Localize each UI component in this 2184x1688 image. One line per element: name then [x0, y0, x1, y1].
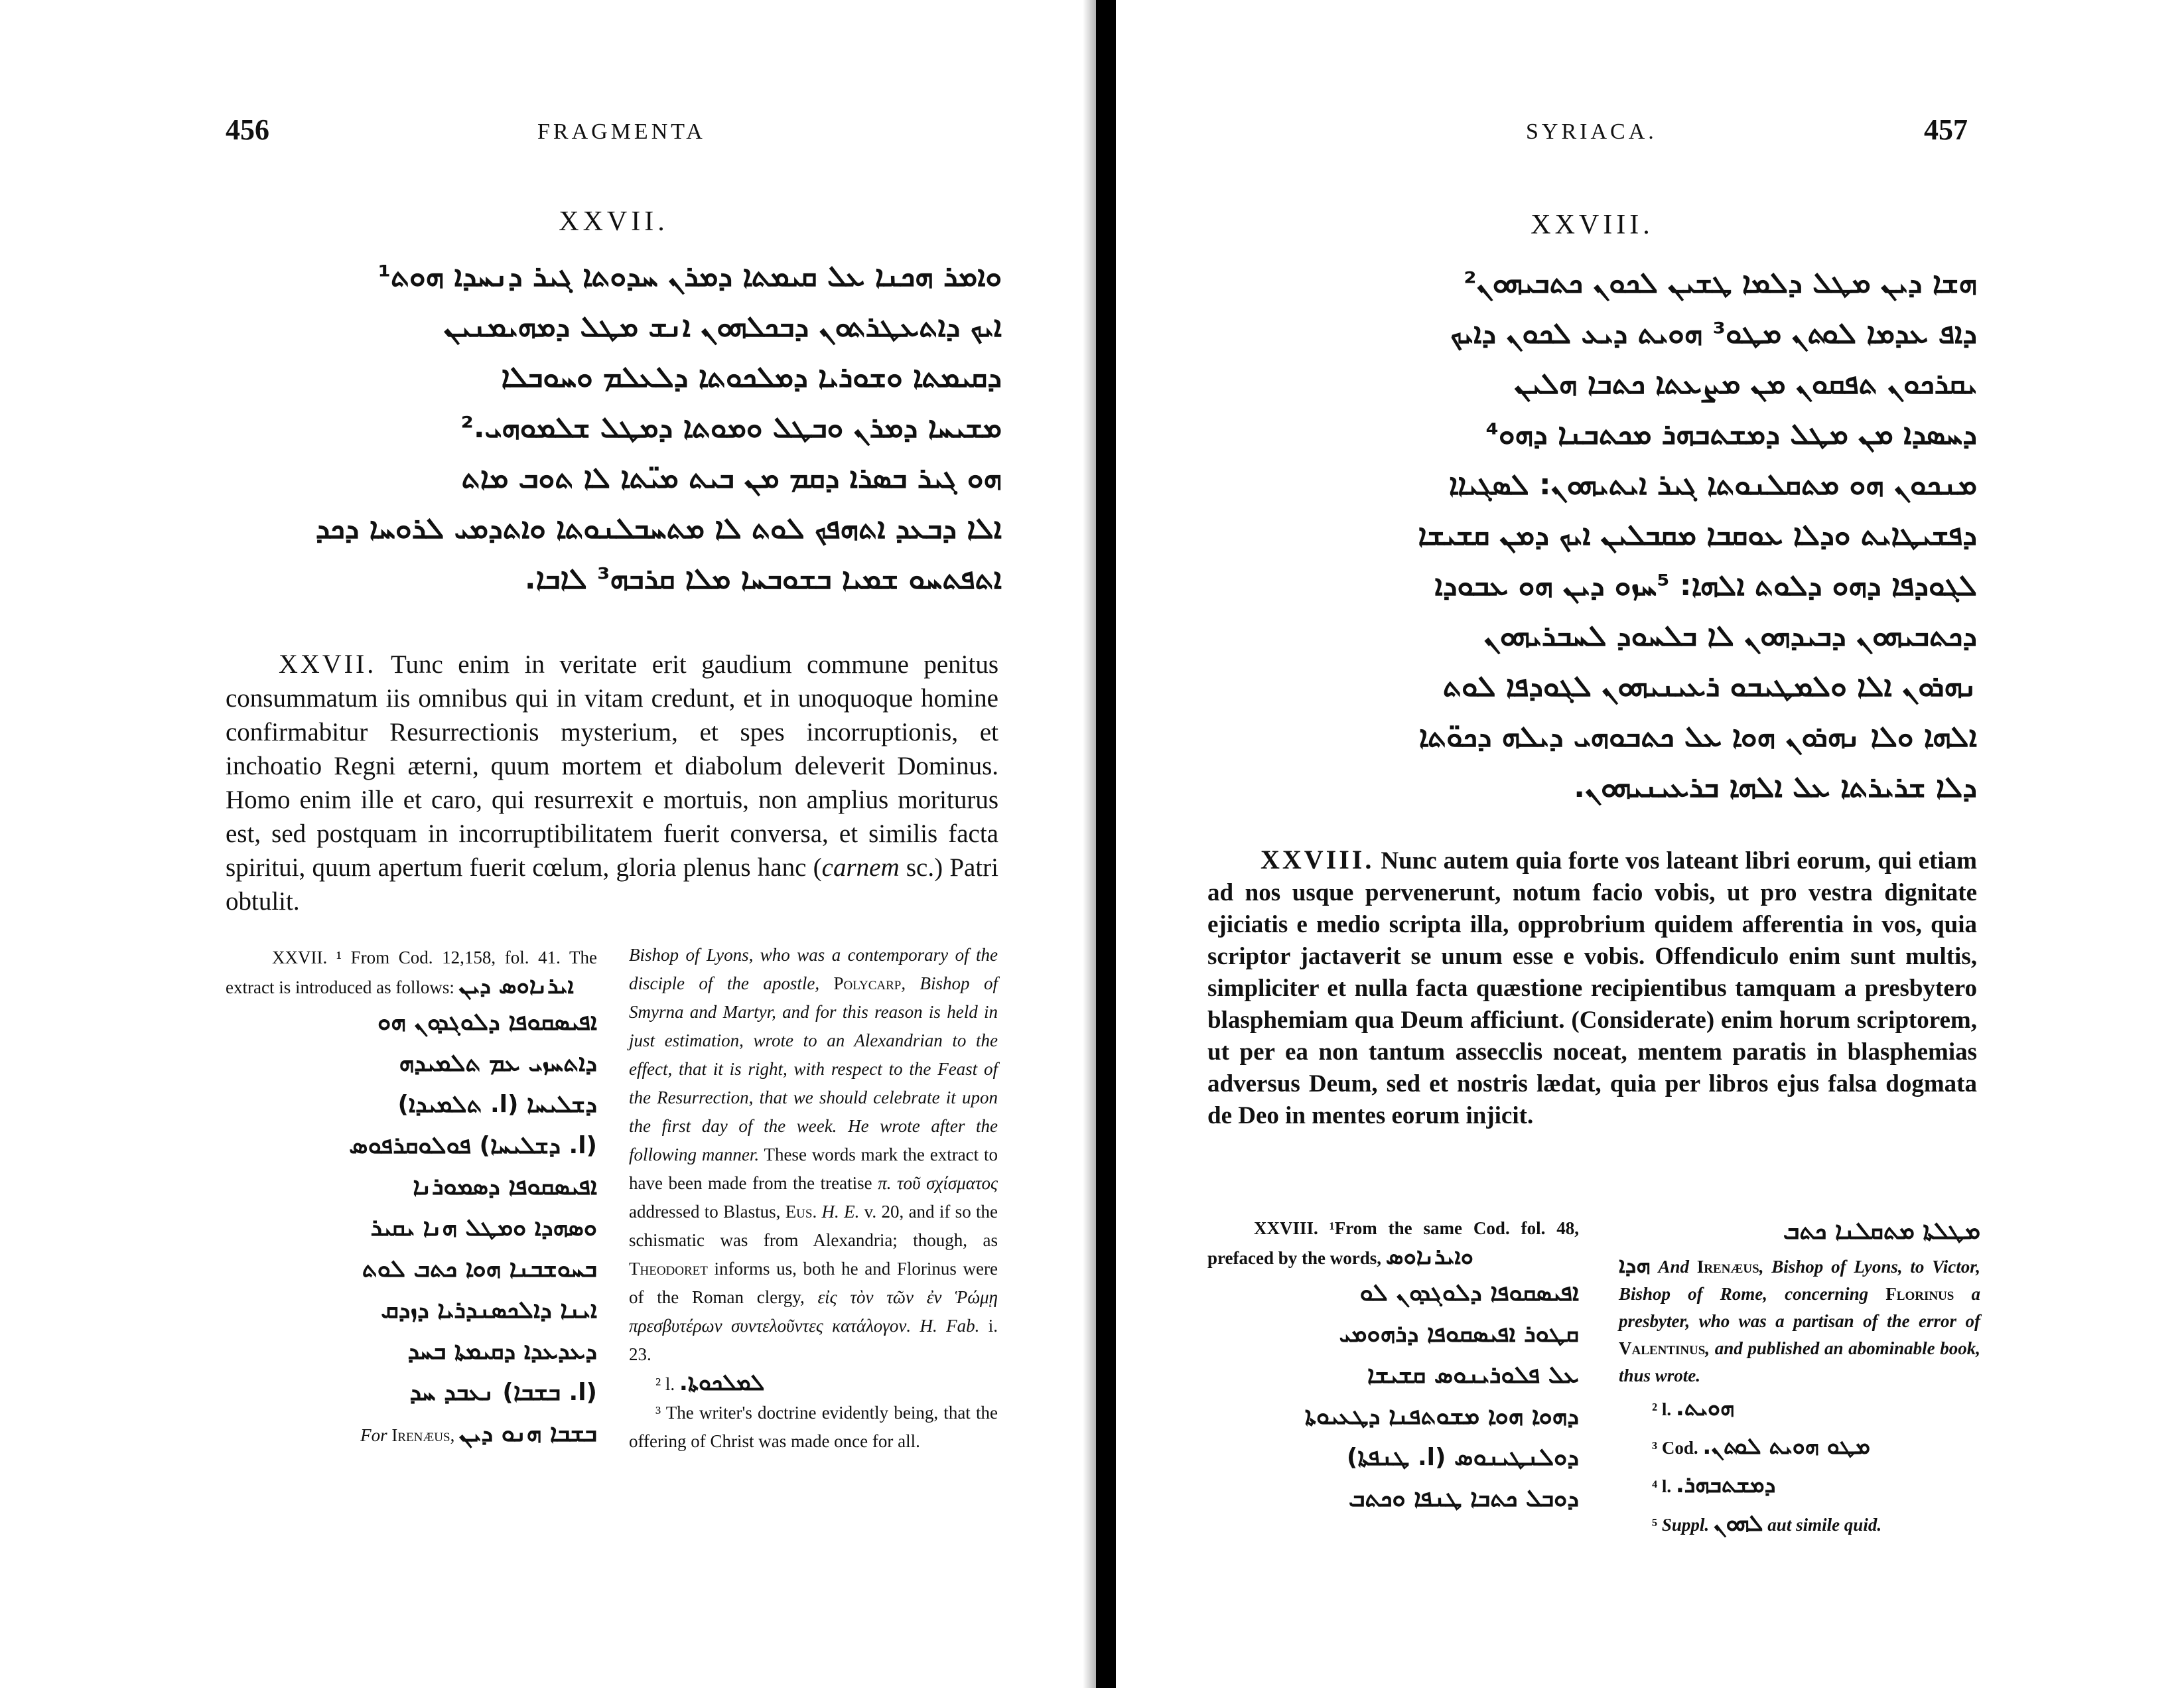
footnote-syriac-line: ܕܘܠܢܛܝܢܘܣ (l. ܛܢܦܬܐ) — [1346, 1444, 1579, 1471]
footnote-syriac-inline: ܡܛܘ ܗܘܝܬ ܠܘܬܢ. — [1702, 1433, 1870, 1460]
footnote-name: Theodoret — [629, 1259, 708, 1279]
syriac-line: ܡܫܝܚܐ ܕܡܪܢ ܘܒܛܠ ܘܡܘܬܐ ܕܡܛܠ ܫܠܡܘܗܝ.² — [460, 411, 1002, 445]
latin-section-number: XXVIII. — [1261, 845, 1375, 875]
syriac-line: ܕܠܐ ܫܪܝܪܬܐ ܥܠ ܐܠܗܐ ܒܪܥܝܢܝܗܘܢ. — [1574, 770, 1977, 804]
footnote-syriac-line: (l. ܕܫܠܝܚܐ) ܦܘܠܘܩܪܦܘܣ — [349, 1132, 597, 1159]
footnote-label: ² l. — [655, 1374, 675, 1394]
footnote-syriac-line: ܐܝܢܐ ܕܐܠܟܣܢܕܪܝܐ ܕܙܕܩ — [381, 1297, 597, 1324]
syriac-line: ܢܗܪܘܢ ܐܠܐ ܘܠܡܛܝܒܘ ܪܥܝܢܝܗܘܢ ܠܓܘܕܦܐ ܠܘܬ — [1442, 669, 1977, 703]
syriac-line: ܐܠܐ ܕܒܥܕ ܐܬܗܦܟ ܠܘܬ ܠܐ ܡܬܚܒܠܢܘܬܐ ܘܐܬܕܡܝ ܠܪܘܚܐ ܕܟܕ — [315, 512, 1002, 545]
footnote-syriac-line: ܐܦܝܣܩܘܦܐ ܕܠܘܓܕܘܢ ܗܘ — [377, 1009, 597, 1036]
left-page — [226, 0, 1002, 1688]
footnote-text: These words mark the extract to have been made from the treatise — [629, 1145, 998, 1193]
running-title-right: SYRIACA. — [1526, 119, 1657, 144]
footnote-text: ¹From the same Cod. fol. 48, prefaced by the words, — [1207, 1218, 1579, 1268]
footnote-syriac-inline: ܠܗܘܢ — [1713, 1510, 1763, 1537]
syriac-line: ܡܢܟܘܢ ܗܘ ܡܬܩܠܢܘܬܐ ܓܝܪ ܐܝܬܝܗܘܢ: ܠܣܓܝܐܐ — [1448, 468, 1977, 502]
syriac-line: ܐܬܦܬܚܘ ܫܡܝܐ ܒܫܘܒܚܐ ܡܠܐ ܩܪܒܗ³ ܠܐܒܐ. — [524, 562, 1002, 596]
footnote-text: Suppl. — [1661, 1515, 1710, 1535]
page-number-right: 457 — [1924, 113, 1968, 146]
footnote-syriac-line: ܕܗܘܐ ܗܘܐ ܡܫܘܬܦܢܐ ܕܛܥܝܘܬܐ — [1304, 1403, 1579, 1430]
footnote-name: Eus. — [785, 1202, 817, 1222]
running-head-right — [1207, 113, 1977, 153]
footnote-text: aut simile quid. — [1767, 1515, 1882, 1535]
syriac-line: ܕܐܦ ܥܕܡܐ ܠܘܬܢ ܡܛܘ³ ܗܘܝܬ ܕܝܥ ܠܟܘܢ ܕܐܝܟ — [1450, 316, 1977, 350]
latin-section-number: XXVII. — [279, 649, 377, 679]
footnote-irenaeus: Irenæus, — [391, 1425, 455, 1445]
footnotes-left-column — [226, 944, 597, 1454]
footnote-syriac-inline: ܗܕܐ — [1619, 1252, 1651, 1279]
footnote-syriac-line: ܕܐܬܚܙܝ ܥܡ ܬܠܡܝܕܗ — [399, 1050, 597, 1077]
syriac-text-xxvii — [232, 252, 1002, 605]
footnote-name: Florinus — [1885, 1284, 1954, 1304]
footnote-name: Valentinus — [1619, 1338, 1706, 1358]
footnote-2 — [1619, 1389, 1980, 1428]
footnote-syriac-line: ܐܦܝܣܩܘܦܐ ܕܠܘܓܕܘܢ ܠܘ — [1359, 1279, 1579, 1306]
syriac-line: ܕܚܣܕܐ ܡܢ ܡܛܠ ܕܡܫܬܒܗܪ ܡܟܬܒܢܐ ܕܗܘ⁴ — [1485, 417, 1977, 451]
footnote-syriac-inline: ܐܝܪܢܐܘܣ ܕܝܢ — [458, 973, 574, 999]
footnote-syriac-line: (l. ܒܫܒܐ) ܢܥܒܕ ܚܕ — [409, 1379, 597, 1406]
footnote-syriac-line: ܘܣܗܕܐ ܘܡܛܠ ܗܢܐ ܝܩܝܪ — [370, 1214, 597, 1241]
footnote-syriac-line: ܕܥܕܥܕܐ ܕܩܝܡܬܐ ܒܚܕ — [407, 1338, 597, 1365]
footnote-syriac-inline: ܘܐܝܪܢܐܘܣ — [1385, 1243, 1473, 1270]
footnote-2 — [629, 1369, 998, 1399]
footnote-text: , Bishop of Smyrna and Martyr, and for this reason is held in just estimation, wrote to an Alexandrian to the effect, that it is right, with respect to the Feast of the Resurrection, that we should celebrate it upon the first day of the week. He wrote after the following manner. — [629, 973, 998, 1164]
latin-translation-xxvii — [226, 647, 998, 918]
section-title-xxvii: XXVII. — [559, 206, 669, 237]
syriac-line: ܝܩܪܟܘܢ ܬܦܩܘܢ ܡܢ ܡܨܥܬܐ ܟܬܒܐ ܗܠܝܢ — [1514, 367, 1977, 401]
footnote-syriac-line: ܕܫܠܝܚܐ (l. ܬܠܡܝܕܐ) — [397, 1091, 597, 1118]
footnote-text: ¹ From Cod. 12,158, fol. 41. The extract is introduced as follows: — [226, 948, 597, 997]
footnote-syriac-line: ܡܛܠܬܐ ܡܬܩܠܢܐ ܟܬܒ — [1783, 1218, 1980, 1245]
footnote-text: addressed to Blastus, — [629, 1202, 785, 1222]
page-number-left: 456 — [226, 113, 269, 146]
footnote-for: For — [360, 1425, 392, 1445]
footnote-3 — [1619, 1428, 1980, 1466]
latin-body: Tunc enim in veritate erit gaudium commune penitus consummatum iis omnibus qui in vitam credunt, et in unoquoque homine confirmabitur Resurrectionis mysterium, et spes incorruptionis, et inchoatio Regni æterni, quum mortem et diabolum deleverit Dominus. Homo enim ille et caro, qui resurrexit e mortuis, non amplius moriturus est, sed postquam in incorruptibilitatem fuerit conversa, et similis facta spiritui, quum apertum fuerit cœlum, gloria plenus hanc ( — [226, 650, 998, 882]
footnote-greek: εἰς τὸν τῶν ἐν Ῥώμῃ πρεσβυτέρων συντελοῦντες κατάλογον. — [629, 1287, 998, 1336]
syriac-line: ܘܐܡܪ ܗܟܢܐ ܥܠ ܩܝܡܬܐ ܕܡܪܢ ܚܕܘܬܐ ܓܝܪ ܕܢܚܕܐ ܗܘܬ¹ — [377, 259, 1002, 293]
book-gutter — [1096, 0, 1116, 1688]
latin-body: Nunc autem quia forte vos lateant libri eorum, qui etiam ad nos usque pervenerunt, notum facio vobis, ut pro vestra dignitate ejiciatis e medio scripta illa, opprobrium quidem afferentia in vos, quia scriptor jactaverit se unum esse e vobis. Offendiculo enim sunt multis, simpliciter et nulla facta quæstione recipientibus tamquam a presbytero blasphemiam qua Deum afficiunt. (Considerate) enim horum scriptorem, ut per ea non tantum assecclis noceat, mentem paratis in blasphemias adversus Deum, sed et nostris lædat, quia per libros ejus falsa dogmata de Deo in mentes eorum injicit. — [1207, 847, 1977, 1129]
footnote-greek: π. τοῦ σχίσματος — [878, 1173, 998, 1193]
footnotes-left-column — [1207, 1214, 1579, 1519]
latin-tail: sc.) Patri obtulit. — [226, 853, 998, 916]
syriac-line: ܐܝܟ ܕܐܬܥܛܪܬܘܢ ܕܒܟܠܗܘܢ ܐܢܫ ܡܛܠ ܕܡܗܝܡܢܝܢ — [444, 310, 1002, 344]
footnote-syriac-inline: ܒܫܒܐ ܗܢܘ ܕܝܢ — [459, 1420, 597, 1447]
syriac-line: ܠܓܘܕܦܐ ܕܗܘ ܕܠܘܬ ܐܠܗܐ: ⁵ܚܙܘ ܕܝܢ ܗܘ ܥܒܘܕܐ — [1434, 569, 1977, 602]
footnote-text: i. 23. — [629, 1316, 998, 1364]
syriac-text-xxviii — [1207, 259, 1977, 813]
footnote-syriac-line: ܕܘܒܠ ܟܬܒܐ ܛܢܦܐ ܘܟܬܒ — [1348, 1485, 1579, 1512]
running-head-left — [226, 113, 1002, 153]
footnote-label: ² l. — [1652, 1399, 1672, 1419]
footnote-label: ³ Cod. — [1652, 1438, 1698, 1458]
footnote-syriac-inline: ܕܡܫܬܒܗܪ. — [1675, 1472, 1776, 1498]
footnote-syriac-inline: ܗܘܝܬ. — [1675, 1395, 1735, 1421]
right-page — [1207, 0, 1981, 1688]
syriac-line: ܕܦܫܝܛܐܝܬ ܘܕܠܐ ܥܘܩܒܐ ܡܩܒܠܝܢ ܐܝܟ ܕܡܢ ܩܫܝܫܐ — [1418, 518, 1977, 552]
footnote-ref: H. Fab. — [911, 1316, 980, 1336]
running-title-left: FRAGMENTA — [537, 119, 706, 144]
section-title-xxviii: XXVIII. — [1531, 210, 1654, 240]
latin-translation-xxviii — [1207, 844, 1977, 1132]
footnote-ref: H. E. — [817, 1202, 860, 1222]
syriac-line: ܗܫܐ ܕܝܢ ܡܛܠ ܕܠܡܐ ܛܫܝܢ ܠܟܘܢ ܟܬܒܝܗܘܢ² — [1464, 266, 1977, 300]
syriac-line: ܕܩܝܡܬܐ ܘܫܘܪܝܐ ܕܡܠܟܘܬܐ ܕܠܥܠܡ ܘܚܘܒܠܐ — [501, 360, 1002, 394]
latin-italic-word: carnem — [821, 853, 900, 882]
footnote-4 — [1619, 1466, 1980, 1505]
footnote-syriac-inline: ܠܡܠܟܘܬܐ. — [679, 1370, 765, 1396]
footnote-name: Polycarp — [833, 973, 902, 993]
syriac-line: ܐܠܗܐ ܘܠܐ ܢܗܪܘܢ ܗܘܐ ܥܠ ܟܬܒܘܗܝ ܕܝܠܗ ܕܟܘ̈ܬܐ — [1418, 720, 1977, 754]
footnote-3: ³ The writer's doctrine evidently being, that the offering of Christ was made once for all. — [629, 1403, 998, 1451]
footnote-text: , Bishop of Lyons, to Victor, Bishop of Rome, concerning — [1619, 1257, 1980, 1304]
footnote-label: ⁵ — [1652, 1515, 1658, 1535]
footnote-text: And — [1650, 1257, 1697, 1277]
footnote-5 — [1619, 1505, 1980, 1543]
footnote-name: Irenæus — [1696, 1257, 1759, 1277]
footnotes-right-column — [1619, 1211, 1980, 1543]
footnote-final-line — [226, 1413, 597, 1454]
footnote-label: ⁴ l. — [1652, 1476, 1672, 1496]
footnote-syriac-line: ܐܦܝܣܩܘܦܐ ܕܣܡܘܪܢܐ — [413, 1173, 597, 1200]
footnote-text: a presbyter, who was a partisan of the error of — [1619, 1284, 1981, 1331]
footnote-text: informs us, both he and Florinus were of the Roman clergy, — [629, 1259, 998, 1307]
footnote-syriac-line: ܩܛܘܪ ܐܦܝܣܩܘܦܐ ܕܪܗܘܡܝ — [1339, 1320, 1579, 1348]
syriac-line: ܕܟܬܒܝܗܘܢ ܕܒܝܕܗܘܢ ܠܐ ܒܠܚܘܕ ܠܚܒܪܝܗܘܢ — [1483, 619, 1977, 653]
syriac-line: ܗܘ ܓܝܪ ܒܣܪܐ ܕܩܡ ܡܢ ܒܝܬ ܡܝ̈ܬܐ ܠܐ ܬܘܒ ܡܐܬ — [461, 461, 1002, 495]
footnote-text: v. 20, and if so the schismatic was from Alexandria; though, as — [629, 1202, 998, 1250]
footnote-text: Bishop of Lyons, who was a contemporary of the disciple of the apostle, — [629, 945, 998, 993]
footnote-lead: XXVII. — [272, 948, 328, 967]
footnote-syriac-line: ܥܠ ܦܠܘܪܝܢܘܣ ܩܫܝܫܐ — [1367, 1362, 1579, 1389]
footnote-syriac-line: ܒܚܘܫܒܢܐ ܗܘܐ ܟܬܒ ܠܘܬ — [362, 1255, 597, 1283]
footnote-lead: XXVIII. — [1254, 1218, 1318, 1238]
footnote-text: , and published an abominable book, thus wrote. — [1619, 1338, 1980, 1385]
footnotes-right-column — [629, 941, 998, 1456]
